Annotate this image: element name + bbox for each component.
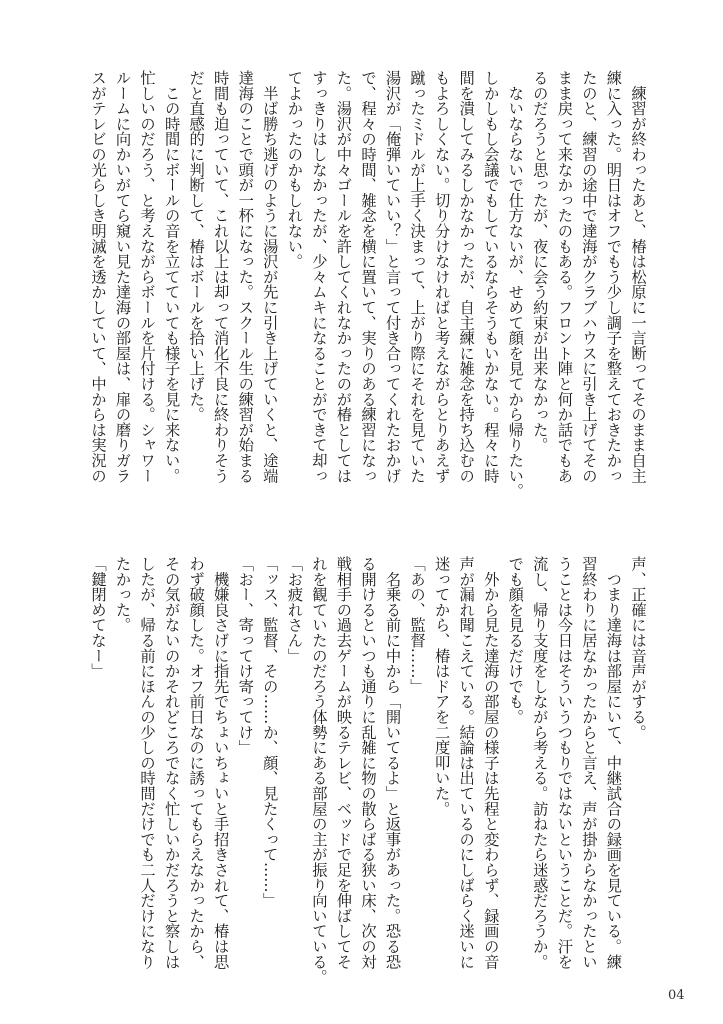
text-column: 「お疲れさん」 — [285, 556, 304, 664]
text-column: つまり達海は部屋にいて、中継試合の録画を見ている。練 — [604, 556, 623, 970]
text-column: 練に入った。明日はオフでもう少し調子を整えておきたかっ — [604, 70, 623, 484]
text-column: 練習が終わったあと、椿は松原に一言断ってそのまま自主 — [629, 70, 647, 484]
text-column: 湯沢が「俺弾いていい？」と言って付き合ってくれたおかげ — [383, 70, 402, 484]
text-column: 間を潰してみるしかなかったが、自主練に雑念を持ち込むの — [457, 70, 476, 484]
text-block-top — [85, 70, 650, 498]
text-block-bottom — [85, 556, 650, 984]
text-column: しかしもし会議でもしているならそうもいかない。程々に時 — [481, 70, 500, 484]
text-column: 「あの、監督……」 — [408, 556, 427, 694]
text-column: たのと、練習の途中で達海がクラブハウスに引き上げてその — [579, 70, 598, 484]
text-column: 機嫌良さげに指先でちょいちょいと手招きされて、椿は思 — [211, 556, 230, 970]
text-column: 「ッス、監督、その……か、顔、見たくって……」 — [260, 556, 279, 908]
text-column: 忙しいのだろう、と考えながらボールを片付ける。シャワー — [138, 70, 157, 484]
text-column: 声、正確には音声がする。 — [629, 556, 647, 740]
text-column: 迷ってから、椿はドアを二度叩いた。 — [432, 556, 451, 817]
text-column: この時間にボールの音を立てていても様子を見に来ない。 — [162, 70, 181, 484]
text-column: 半ば勝ち逃げのように湯沢が先に引き上げていくと、途端 — [260, 70, 279, 484]
text-column: 時間も迫っていて、これ以上は却って消化不良に終わりそう — [211, 70, 230, 484]
text-column: たかった。 — [113, 556, 132, 633]
text-column: スがテレビの光らしき明滅を透かしていて、中からは実況の — [88, 70, 107, 484]
text-column: で、程々の時間、雑念を横に置いて、実りのある練習になっ — [358, 70, 377, 484]
text-column: 流し、帰り支度をしながら考える。訪ねたら迷惑だろうか。 — [530, 556, 549, 970]
text-column: 名乗る前に中から「開いてるよ」と返事があった。恐る恐 — [383, 556, 402, 970]
text-column: 習終わりに居なかったからと言え、声が掛からなかったとい — [579, 556, 598, 970]
text-column: ルームに向かいがてら窺い見た達海の部屋は、扉の磨りガラ — [113, 70, 132, 484]
text-column: る開けるといつも通りに乱雑に物の散らばる狭い床、次の対 — [358, 556, 377, 970]
text-column: てよかったのかもしれない。 — [285, 70, 304, 269]
text-column: まま戻って来なかったのもある。フロント陣と何か話でもあ — [555, 70, 574, 484]
text-column: したが、帰る前にほんの少しの時間だけでも二人だけになり — [138, 556, 157, 970]
text-column: 声が漏れ聞こえている。結論は出ているのにしばらく迷いに — [457, 556, 476, 970]
text-column: れを観ていたのだろう体勢にある部屋の主が振り向いている。 — [309, 556, 328, 985]
text-column: うことは今日はそういうつもりではないということだ。汗を — [555, 556, 574, 970]
text-column: 達海のことで頭が一杯になった。スクール生の練習が始まる — [236, 70, 255, 484]
text-column: もよろしくない。切り分けなければと考えながらとりあえず — [432, 70, 451, 484]
text-column: その気がないのかそれどころでなく忙しいかだろうと察しは — [162, 556, 181, 970]
text-column: すっきりはしなかったが、少々ムキになることができて却っ — [309, 70, 328, 484]
text-column: 外から見た達海の部屋の様子は先程と変わらず、録画の音 — [481, 556, 500, 970]
text-column: だと直感的に判断して、椿はボールを拾い上げた。 — [187, 70, 206, 422]
text-column: でも顔を見るだけでも。 — [506, 556, 525, 725]
text-column: た。湯沢が中々ゴールを許してくれなかったのが椿としては — [334, 70, 353, 484]
text-column: 「鍵閉めてなー」 — [88, 556, 107, 679]
text-column: 蹴ったミドルが上手く決まって、上がり際にそれを見ていた — [408, 70, 427, 484]
text-column: るのだろうと思ったが、夜に会う約束が出来なかった。 — [530, 70, 549, 453]
text-column: 戦相手の過去ゲームが映るテレビ、ベッドで足を伸ばしてそ — [334, 556, 353, 970]
text-column: わず破顔した。オフ前日なのに誘ってもらえなかったから、 — [187, 556, 206, 970]
text-column: 「おー、寄ってけ寄ってけ」 — [236, 556, 255, 755]
page-number: 04 — [668, 988, 685, 1003]
text-column: ないならないで仕方ないが、せめて顔を見てから帰りたい。 — [506, 70, 525, 499]
